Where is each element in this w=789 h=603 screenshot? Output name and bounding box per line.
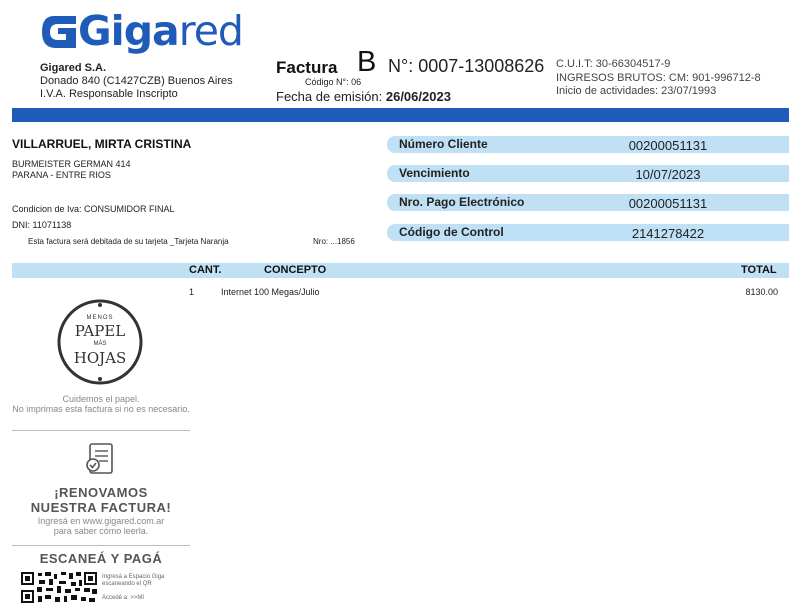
scan-line-3: Accedé a: >>MI (102, 595, 145, 601)
info-value: 10/07/2023 (635, 167, 701, 182)
renovamos-subtext: Ingresá en www.gigared.com.ar para saber cómo leerla. (37, 516, 165, 536)
info-label: Código de Control (399, 225, 504, 239)
debit-note: Esta factura será debitada de su tarjeta _Tarjeta Naranja (28, 237, 229, 246)
column-header-total: TOTAL (741, 264, 777, 276)
sidebar-divider (12, 545, 190, 546)
badge-menos: MENOS (86, 315, 114, 321)
logo-light: red (178, 7, 243, 55)
ingresos-brutos: INGRESOS BRUTOS: CM: 901-996712-8 (556, 71, 761, 84)
gigared-logo (40, 7, 250, 58)
menos-papel-badge (56, 298, 144, 386)
cuit: C.U.I.T: 30-66304517-9 (556, 58, 671, 70)
gigared-logo-mark-icon (40, 14, 76, 48)
issue-date (276, 89, 451, 104)
scan-instructions (102, 574, 164, 602)
invoice-document-icon (82, 441, 118, 477)
scan-line-2: escaneando el QR (102, 581, 152, 587)
row-total: 8130.00 (745, 287, 778, 297)
paper-line-1: Cuidemos el papel. (62, 394, 140, 404)
table-header (12, 263, 789, 278)
paper-line-2: No imprimas esta factura si no es necesario. (12, 404, 190, 414)
info-row-vencimiento (387, 165, 789, 182)
company-name: Gigared S.A. (40, 62, 107, 74)
paper-message (12, 394, 190, 414)
company-address: Donado 840 (C1427CZB) Buenos Aires (40, 75, 233, 87)
invoice-number: N°: 0007-13008626 (388, 56, 545, 76)
badge-mas: MÁS (93, 341, 107, 347)
badge-papel: PAPEL (74, 322, 126, 340)
scan-line-1: Ingresá a Espacio Giga (102, 574, 165, 580)
row-concepto: Internet 100 Megas/Julio (221, 287, 320, 297)
column-header-concepto: CONCEPTO (264, 264, 327, 276)
qr-code-icon[interactable] (21, 572, 97, 603)
info-value: 00200051131 (628, 196, 708, 211)
renovamos-title (12, 485, 190, 515)
client-city: PARANA - ENTRE RIOS (12, 170, 111, 180)
client-street: BURMEISTER GERMAN 414 (12, 159, 131, 169)
renovamos-line-1: ¡RENOVAMOS (54, 485, 148, 500)
header-divider-bar (12, 108, 789, 122)
issue-date-label: Fecha de emisión: (276, 89, 383, 104)
info-row-numero-cliente (387, 136, 789, 153)
factura-label: Factura (276, 58, 338, 77)
info-label: Nro. Pago Electrónico (399, 195, 525, 209)
client-address (12, 159, 131, 181)
logo-bold: Giga (78, 7, 179, 55)
badge-hojas: HOJAS (73, 349, 127, 367)
info-row-pago-electronico (387, 194, 789, 211)
card-number: Nro: ...1856 (313, 237, 355, 246)
client-name: VILLARRUEL, MIRTA CRISTINA (12, 137, 192, 151)
logo-wordmark (78, 8, 243, 54)
fiscal-info (556, 58, 761, 99)
info-label: Número Cliente (399, 137, 488, 151)
info-row-codigo-control (387, 224, 789, 241)
info-label: Vencimiento (399, 166, 470, 180)
client-dni: DNI: 11071138 (12, 220, 72, 230)
sidebar-divider (12, 430, 190, 431)
client-condicion-iva: Condicion de Iva: CONSUMIDOR FINAL (12, 204, 175, 214)
info-value: 2141278422 (631, 226, 705, 241)
info-value: 00200051131 (628, 138, 708, 153)
column-header-cant: CANT. (189, 264, 222, 276)
issue-date-value: 26/06/2023 (385, 89, 451, 104)
company-info (40, 62, 233, 101)
scan-title: ESCANEÁ Y PAGÁ (39, 551, 163, 566)
company-iva: I.V.A. Responsable Inscripto (40, 88, 178, 100)
inicio-actividades: Inicio de actividades: 23/07/1993 (556, 85, 717, 97)
codigo-number: Código N°: 06 (305, 77, 362, 87)
row-cant: 1 (189, 287, 195, 297)
factura-letter: B (357, 46, 377, 78)
renovamos-line-2: NUESTRA FACTURA! (30, 500, 172, 515)
